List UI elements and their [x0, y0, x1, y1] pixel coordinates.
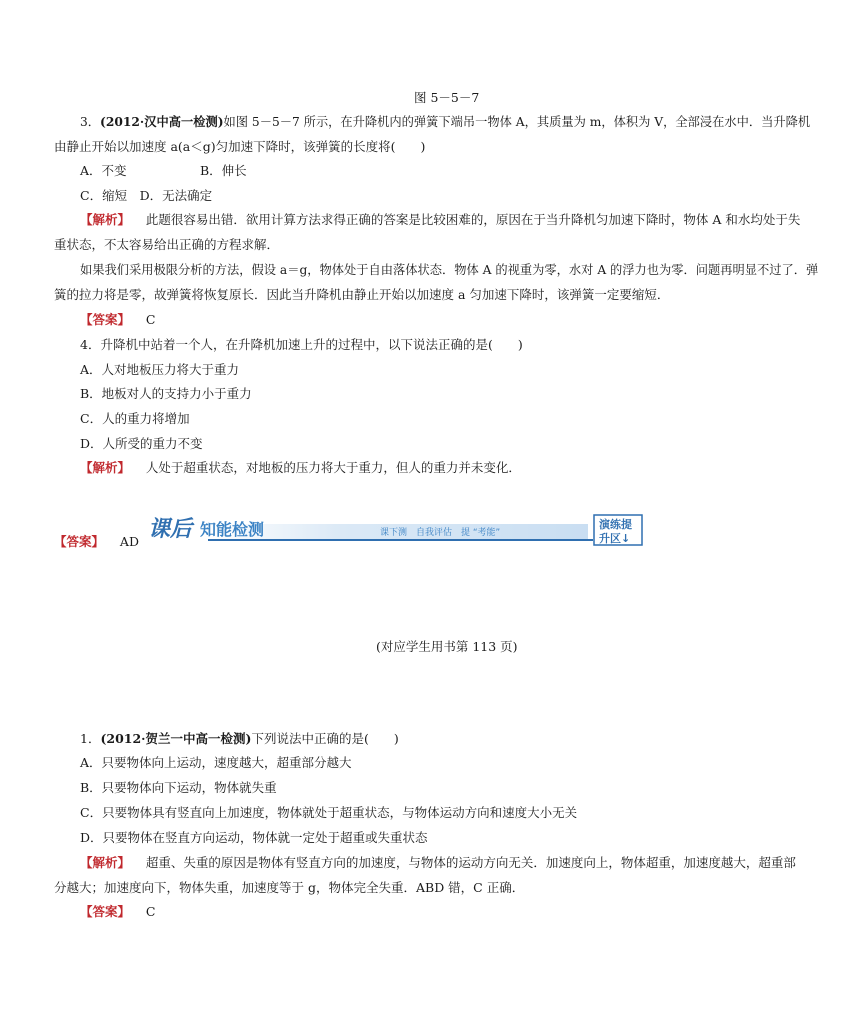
q1-option-a: A．只要物体向上运动，速度越大，超重部分越大 [80, 755, 352, 770]
q3-analysis-tag: 【解析】 [80, 212, 131, 227]
q3-answer-tag: 【答案】 [80, 312, 131, 327]
q3-option-a: A．不变 [80, 163, 127, 178]
q1-stem [80, 730, 399, 748]
q1-answer-value: C [145, 904, 156, 919]
q1-answer-tag: 【答案】 [80, 904, 131, 919]
q3-stem-line1 [80, 113, 810, 131]
q4-answer-value: AD [119, 534, 139, 549]
q3-analysis-line3: 如果我们采用极限分析的方法，假设 a＝g，物体处于自由落体状态．物体 A 的视重为零，水对 A 的浮力也为零．问题再明显不过了．弹 [80, 263, 819, 277]
q1-analysis-line1 [80, 854, 796, 872]
q1-analysis-text1: 超重、失重的原因是物体有竖直方向的加速度，与物体的运动方向无关．加速度向上，物体超重，加速度越大，超重部 [145, 855, 796, 870]
banner-graphic [148, 514, 643, 546]
banner-title-b: 知能检测 [200, 520, 265, 539]
q1-option-b: B．只要物体向下运动，物体就失重 [80, 780, 277, 795]
q4-option-b: B．地板对人的支持力小于重力 [80, 386, 252, 401]
banner-slogan: 课下测 自我评估 提 “考能” [380, 528, 501, 538]
q3-stem-line2: 由静止开始以加速度 a(a＜g)匀加速下降时，该弹簧的长度将( ) [54, 139, 426, 154]
q3-analysis-line4: 簧的拉力将是零，故弹簧将恢复原长．因此当升降机由静止开始以加速度 a 匀加速下降时，该弹簧一定要缩短． [54, 287, 670, 302]
banner-badge-bottom: 升区↓ [599, 532, 631, 545]
figure-caption: 图 5－5－7 [414, 90, 480, 105]
q3-analysis-line1 [80, 211, 800, 229]
q4-analysis-text: 人处于超重状态，对地板的压力将大于重力，但人的重力并未变化． [145, 460, 521, 475]
q1-stem-text: 下列说法中正确的是( ) [251, 731, 399, 746]
page-reference: (对应学生用书第 113 页) [376, 639, 518, 654]
banner-title-a: 课后 [148, 516, 193, 542]
q4-answer-tag: 【答案】 [54, 534, 105, 549]
q4-analysis-tag: 【解析】 [80, 460, 131, 475]
q1-number: 1． [80, 731, 101, 746]
q4-stem: 4．升降机中站着一个人，在升降机加速上升的过程中，以下说法正确的是( ) [80, 337, 523, 352]
q4-answer [54, 533, 139, 551]
q1-source: (2012·贺兰一中高一检测) [100, 731, 252, 746]
q3-stem-text: 如图 5－5－7 所示，在升降机内的弹簧下端吊一物体 A，其质量为 m，体积为 V，全部浸在水中．当升降机 [223, 115, 811, 129]
q3-analysis-text1: 此题很容易出错．欲用计算方法求得正确的答案是比较困难的，原因在于当升降机匀加速下降时，物体 A 和水均处于失 [145, 212, 801, 227]
q3-number: 3． [80, 115, 101, 129]
q1-option-d: D．只要物体在竖直方向运动，物体就一定处于超重或失重状态 [80, 830, 428, 845]
q3-option-b: B．伸长 [200, 163, 247, 178]
q1-answer [80, 903, 156, 921]
q4-analysis [80, 459, 521, 477]
q1-analysis-line2: 分越大；加速度向下，物体失重，加速度等于 g，物体完全失重．ABD 错，C 正确． [54, 880, 525, 895]
q3-analysis-line2: 重状态，不太容易给出正确的方程求解． [54, 237, 280, 252]
q4-option-a: A．人对地板压力将大于重力 [80, 362, 240, 377]
q3-source: (2012·汉中高一检测) [100, 114, 224, 129]
banner-badge-top: 演练提 [599, 518, 632, 531]
q3-answer [80, 311, 156, 329]
q1-analysis-tag: 【解析】 [80, 855, 131, 870]
section-banner [148, 514, 643, 546]
q3-answer-value: C [145, 312, 156, 327]
q4-option-d: D．人所受的重力不变 [80, 436, 203, 451]
q3-option-cd: C．缩短 D．无法确定 [80, 188, 213, 203]
q1-option-c: C．只要物体具有竖直向上加速度，物体就处于超重状态，与物体运动方向和速度大小无关 [80, 805, 578, 820]
q4-option-c: C．人的重力将增加 [80, 411, 190, 426]
